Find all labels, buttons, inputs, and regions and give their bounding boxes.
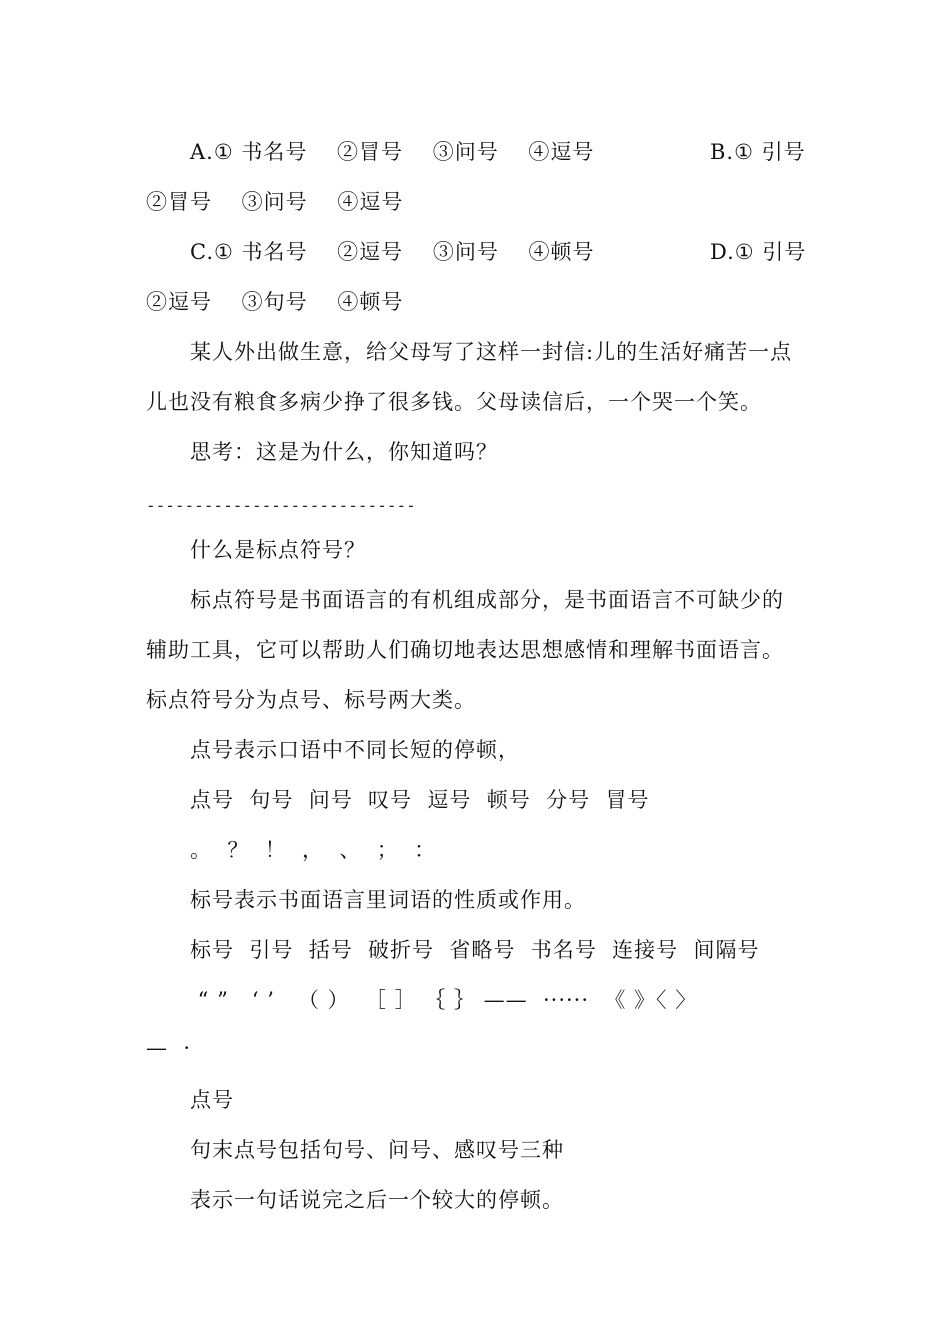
biaohao-symbols-line-2: — ·: [146, 1036, 192, 1060]
option-b-head: B.① 引号: [710, 140, 806, 164]
biaohao-symbols-line-1: “ ” ‘ ’ （ ） ［ ］ ｛ ｝ —— ······ 《 》〈 〉: [190, 988, 698, 1012]
option-a: A.① 书名号 ②冒号 ③问号 ④逗号: [190, 140, 595, 164]
sentence-end-marks: 句末点号包括句号、问号、感叹号三种: [190, 1138, 564, 1162]
biaohao-description: 标号表示书面语言里词语的性质或作用。: [190, 888, 586, 912]
divider-line: ----------------------------: [146, 496, 416, 515]
dianhao-description: 点号表示口语中不同长短的停顿，: [190, 738, 520, 762]
definition-line-1: 标点符号是书面语言的有机组成部分，是书面语言不可缺少的: [190, 588, 784, 612]
option-d-head: D.① 引号: [710, 240, 807, 264]
dianhao-list: 点号 句号 问号 叹号 逗号 顿号 分号 冒号: [190, 788, 650, 812]
sentence-end-description: 表示一句话说完之后一个较大的停顿。: [190, 1188, 564, 1212]
sub-heading: 点号: [190, 1088, 234, 1112]
think-question: 思考：这是为什么，你知道吗？: [190, 440, 498, 464]
option-b-tail: ②冒号 ③问号 ④逗号: [146, 190, 404, 214]
story-line-2: 儿也没有粮食多病少挣了很多钱。父母读信后，一个哭一个笑。: [146, 390, 762, 414]
option-c: C.① 书名号 ②逗号 ③问号 ④顿号: [190, 240, 595, 264]
story-line-1: 某人外出做生意，给父母写了这样一封信:儿的生活好痛苦一点: [190, 340, 793, 364]
option-d-tail: ②逗号 ③句号 ④顿号: [146, 290, 404, 314]
biaohao-list: 标号 引号 括号 破折号 省略号 书名号 连接号 间隔号: [190, 938, 760, 962]
definition-line-3: 标点符号分为点号、标号两大类。: [146, 688, 476, 712]
dianhao-symbols: 。 ？ ！ ， 、 ； ：: [190, 838, 437, 862]
definition-line-2: 辅助工具，它可以帮助人们确切地表达思想感情和理解书面语言。: [146, 638, 784, 662]
heading-question: 什么是标点符号？: [190, 538, 366, 562]
